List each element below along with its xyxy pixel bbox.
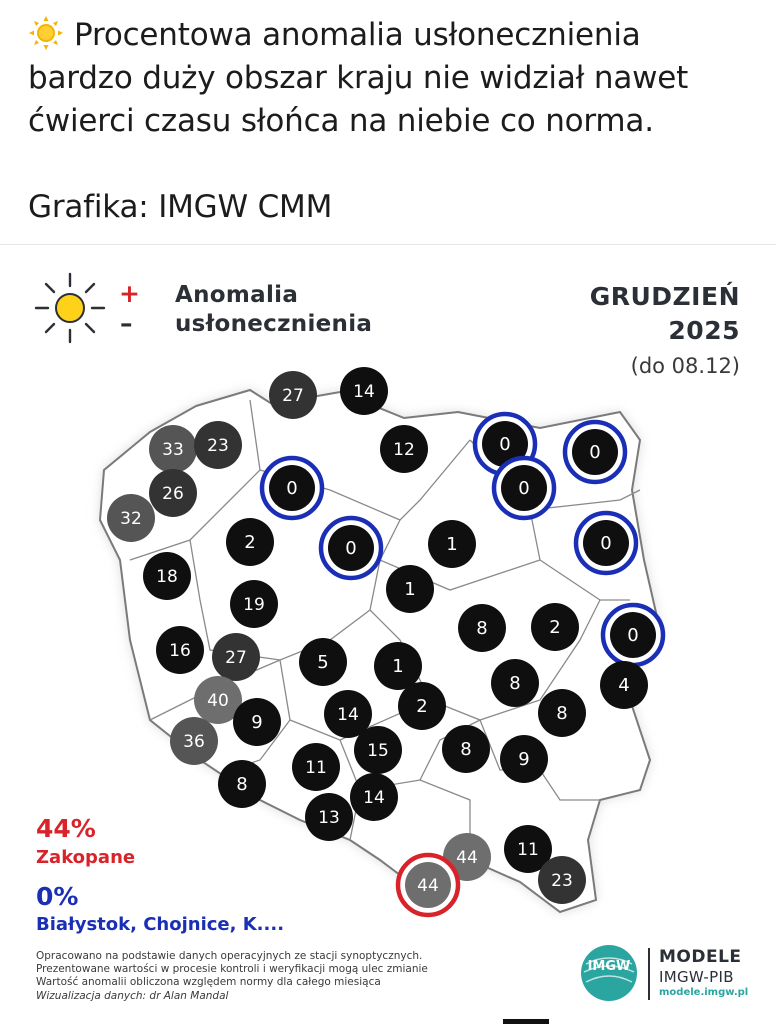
station-marker[interactable] xyxy=(565,422,625,482)
station-value: 16 xyxy=(169,641,191,661)
station-value: 11 xyxy=(517,840,539,860)
station-marker[interactable] xyxy=(576,513,636,573)
station-marker[interactable] xyxy=(226,518,274,566)
station-value: 9 xyxy=(518,749,530,770)
station-marker[interactable] xyxy=(149,469,197,517)
station-value: 44 xyxy=(417,876,439,896)
station-marker[interactable] xyxy=(218,760,266,808)
brand-line-2: IMGW-PIB xyxy=(659,968,734,986)
station-marker[interactable] xyxy=(442,725,490,773)
station-marker[interactable] xyxy=(170,717,218,765)
station-value: 23 xyxy=(551,871,573,891)
station-value: 2 xyxy=(549,617,561,638)
station-value: 33 xyxy=(162,440,184,460)
station-marker[interactable] xyxy=(458,604,506,652)
brand-url[interactable]: modele.imgw.pl xyxy=(659,987,749,998)
station-value: 1 xyxy=(404,579,416,600)
station-marker[interactable] xyxy=(386,565,434,613)
station-value: 36 xyxy=(183,732,205,752)
legend-title-line2: usłonecznienia xyxy=(175,311,373,337)
note-line-1: Opracowano na podstawie danych operacyjnych ze stacji synoptycznych. xyxy=(36,950,423,962)
station-marker[interactable] xyxy=(374,642,422,690)
station-marker[interactable] xyxy=(194,421,242,469)
station-marker[interactable] xyxy=(380,425,428,473)
brand-line-1: MODELE xyxy=(659,947,742,967)
station-marker[interactable] xyxy=(491,659,539,707)
year-label: 2025 xyxy=(668,316,740,345)
station-marker[interactable] xyxy=(107,494,155,542)
note-line-3: Wartość anomalii obliczona względem normy dla całego miesiąca xyxy=(36,976,381,988)
station-marker[interactable] xyxy=(262,458,322,518)
station-marker[interactable] xyxy=(305,793,353,841)
station-value: 8 xyxy=(556,703,568,724)
station-marker[interactable] xyxy=(233,698,281,746)
station-value: 18 xyxy=(156,567,178,587)
post-line-3: ćwierci czasu słońca na niebie co norma. xyxy=(28,103,654,139)
station-value: 5 xyxy=(317,652,329,673)
station-marker[interactable] xyxy=(299,638,347,686)
credit-note: Wizualizacja danych: dr Alan Mandal xyxy=(36,990,229,1002)
legend-plus: + xyxy=(119,279,140,308)
min-value: 0% xyxy=(36,882,79,911)
station-marker[interactable] xyxy=(428,520,476,568)
period-label: (do 08.12) xyxy=(630,354,740,378)
station-value: 32 xyxy=(120,509,142,529)
station-value: 2 xyxy=(416,696,428,717)
station-value: 27 xyxy=(282,386,304,406)
station-value: 8 xyxy=(509,673,521,694)
station-marker[interactable] xyxy=(398,682,446,730)
station-value: 0 xyxy=(286,478,298,499)
station-value: 23 xyxy=(207,436,229,456)
station-value: 27 xyxy=(225,648,247,668)
station-value: 0 xyxy=(589,442,601,463)
station-value: 0 xyxy=(600,533,612,554)
station-value: 0 xyxy=(627,625,639,646)
brand-separator xyxy=(648,948,650,1000)
station-value: 12 xyxy=(393,440,415,460)
note-line-2: Prezentowane wartości w procesie kontroli i weryfikacji mogą ulec zmianie xyxy=(36,963,428,975)
station-value: 4 xyxy=(618,675,630,696)
station-marker[interactable] xyxy=(538,689,586,737)
post-line-2: bardzo duży obszar kraju nie widział nawet xyxy=(28,60,689,96)
station-marker[interactable] xyxy=(398,855,458,915)
station-value: 14 xyxy=(353,382,375,402)
imgw-logo-icon xyxy=(580,944,638,1002)
station-marker[interactable] xyxy=(494,458,554,518)
legend-minus: – xyxy=(120,309,133,338)
station-marker[interactable] xyxy=(531,603,579,651)
station-marker[interactable] xyxy=(500,735,548,783)
station-marker[interactable] xyxy=(321,518,381,578)
station-marker[interactable] xyxy=(354,726,402,774)
station-value: 11 xyxy=(305,758,327,778)
station-value: 44 xyxy=(456,848,478,868)
month-label: GRUDZIEŃ xyxy=(589,282,740,311)
station-marker[interactable] xyxy=(600,661,648,709)
station-value: 14 xyxy=(363,788,385,808)
station-value: 13 xyxy=(318,808,340,828)
station-value: 8 xyxy=(236,774,248,795)
station-value: 0 xyxy=(499,434,511,455)
station-value: 1 xyxy=(392,656,404,677)
station-marker[interactable] xyxy=(340,367,388,415)
station-marker[interactable] xyxy=(143,552,191,600)
post-text: Procentowa anomalia usłonecznienia xyxy=(74,17,641,53)
min-place: Białystok, Chojnice, K.... xyxy=(36,914,285,935)
max-value: 44% xyxy=(36,814,96,843)
station-value: 8 xyxy=(460,739,472,760)
post-credit: Grafika: IMGW CMM xyxy=(28,189,333,225)
station-value: 0 xyxy=(518,478,530,499)
legend-title-line1: Anomalia xyxy=(175,282,299,308)
station-value: 9 xyxy=(251,712,263,733)
max-place: Zakopane xyxy=(36,847,136,868)
station-marker[interactable] xyxy=(149,425,197,473)
station-marker[interactable] xyxy=(603,605,663,665)
station-value: 26 xyxy=(162,484,184,504)
logo-text: IMGW xyxy=(587,959,631,974)
station-value: 15 xyxy=(367,741,389,761)
station-value: 14 xyxy=(337,705,359,725)
station-value: 8 xyxy=(476,618,488,639)
station-value: 40 xyxy=(207,691,229,711)
station-marker[interactable] xyxy=(292,743,340,791)
station-value: 19 xyxy=(243,595,265,615)
home-indicator xyxy=(503,1019,549,1024)
station-value: 1 xyxy=(446,534,458,555)
station-marker[interactable] xyxy=(538,856,586,904)
station-marker[interactable] xyxy=(212,633,260,681)
station-value: 2 xyxy=(244,532,256,553)
station-marker[interactable] xyxy=(230,580,278,628)
station-value: 0 xyxy=(345,538,357,559)
station-marker[interactable] xyxy=(269,371,317,419)
station-marker[interactable] xyxy=(156,626,204,674)
station-marker[interactable] xyxy=(350,773,398,821)
